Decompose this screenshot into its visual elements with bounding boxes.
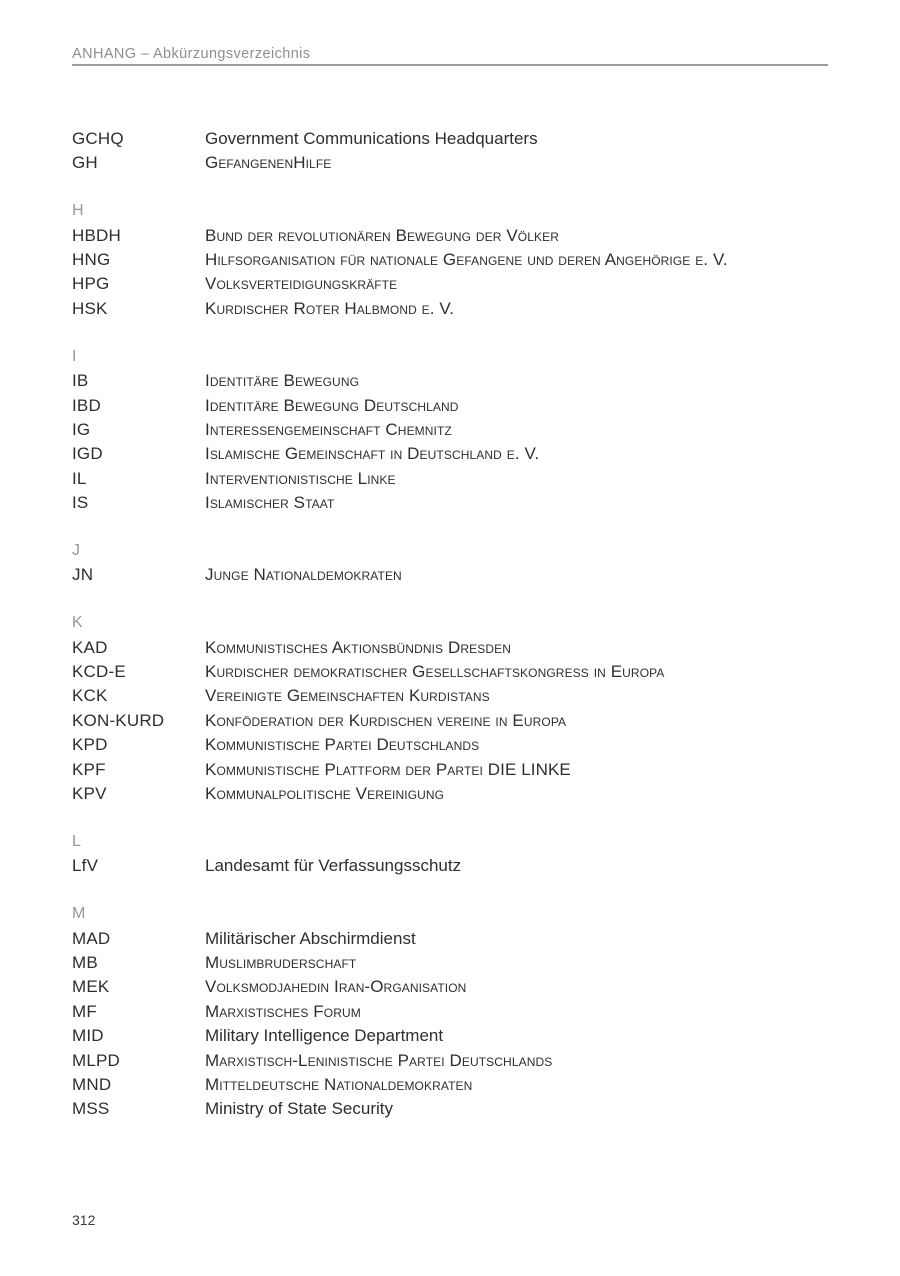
abbr-entry-row [72,1024,872,1048]
abbreviation-cell: JN [72,565,94,585]
abbr-entry-row [72,418,872,442]
abbr-entry-row [72,951,872,975]
definition-cell: Volksverteidigungskräfte [205,274,398,294]
abbreviation-cell: MND [72,1074,112,1094]
abbreviation-cell: IBD [72,395,101,415]
definition-cell: Landesamt für Verfassungsschutz [205,856,462,876]
abbr-entry-row [72,636,872,660]
abbr-entry-row [72,224,872,248]
section-letter: J [72,541,80,559]
header-rule [72,64,828,66]
definition-cell: Hilfsorganisation für nationale Gefangene und deren Angehörige e. V. [205,250,728,270]
abbr-entry-row [72,467,872,491]
abbreviation-cell: KAD [72,637,108,657]
definition-cell: Kommunistisches Aktionsbündnis Dresden [205,637,511,657]
abbreviation-cell: KCD-E [72,662,126,682]
definition-cell: Identitäre Bewegung Deutschland [205,395,459,415]
abbreviation-cell: KCK [72,686,108,706]
abbr-entry-row [72,442,872,466]
abbreviation-cell: HSK [72,298,108,318]
definition-cell: Kommunalpolitische Vereinigung [205,783,445,803]
abbreviation-cell: MSS [72,1099,110,1119]
section-letter: K [72,614,83,632]
abbr-entry-row [72,733,872,757]
abbreviation-cell: MF [72,1001,97,1021]
definition-cell: GefangenenHilfe [205,153,332,173]
definition-cell: Kurdischer Roter Halbmond e. V. [205,298,455,318]
definition-cell: Identitäre Bewegung [205,371,360,391]
definition-cell: Islamischer Staat [205,493,335,513]
abbr-entry-row [72,297,872,321]
abbr-entry-row [72,394,872,418]
definition-cell: Konföderation der Kurdischen vereine in Europa [205,710,567,730]
abbr-entry-row [72,709,872,733]
abbr-entry-row [72,369,872,393]
section-letter: I [72,347,77,365]
definition-cell: Military Intelligence Department [205,1026,444,1046]
definition-cell: Marxistisch-Leninistische Partei Deutschlands [205,1050,553,1070]
abbreviation-list [72,127,872,1122]
definition-cell: Marxistisches Forum [205,1001,361,1021]
page-number: 312 [72,1212,96,1228]
abbr-entry-row [72,927,872,951]
definition-cell: Kommunistische Plattform der Partei DIE LINKE [205,759,571,779]
abbr-entry-row [72,1049,872,1073]
abbreviation-cell: LfV [72,856,99,876]
definition-cell: Mitteldeutsche Nationaldemokraten [205,1074,473,1094]
abbreviation-cell: IG [72,419,91,439]
section-letter: H [72,202,84,220]
abbr-entry-row [72,782,872,806]
abbreviation-cell: KPV [72,783,107,803]
abbr-entry-row [72,975,872,999]
abbreviation-cell: IGD [72,444,103,464]
abbr-entry-row [72,1000,872,1024]
abbr-entry-row [72,272,872,296]
abbreviation-cell: MAD [72,928,111,948]
abbr-entry-row [72,660,872,684]
definition-cell: Interventionistische Linke [205,468,396,488]
abbreviation-cell: IL [72,468,87,488]
abbreviation-cell: KON-KURD [72,710,165,730]
definition-cell: Vereinigte Gemeinschaften Kurdistans [205,686,490,706]
abbreviation-cell: KPF [72,759,106,779]
abbr-entry-row [72,854,872,878]
abbr-entry-row [72,1073,872,1097]
abbreviation-cell: MEK [72,977,110,997]
abbreviation-cell: MB [72,952,98,972]
abbreviation-cell: KPD [72,735,108,755]
definition-cell: Kurdischer demokratischer Gesellschaftskongress in Europa [205,662,665,682]
definition-cell: Bund der revolutionären Bewegung der Völker [205,225,559,245]
definition-cell: Interessengemeinschaft Chemnitz [205,419,452,439]
abbreviation-cell: GCHQ [72,129,124,148]
definition-cell: Muslimbruderschaft [205,952,357,972]
definition-cell: Ministry of State Security [205,1099,394,1119]
definition-cell: Government Communications Headquarters [205,129,538,148]
abbr-entry-row [72,684,872,708]
definition-cell: Junge Nationaldemokraten [205,565,402,585]
running-header: ANHANG – Abkürzungsverzeichnis [72,46,311,62]
abbr-entry-row [72,491,872,515]
abbr-entry-row [72,758,872,782]
abbr-entry-row [72,127,872,151]
abbreviation-cell: IB [72,371,89,391]
abbreviation-cell: GH [72,153,98,173]
abbreviation-cell: IS [72,493,89,513]
definition-cell: Volksmodjahedin Iran-Organisation [205,977,467,997]
abbreviation-cell: MID [72,1026,104,1046]
abbreviation-cell: MLPD [72,1050,121,1070]
definition-cell: Kommunistische Partei Deutschlands [205,735,480,755]
definition-cell: Militärischer Abschirmdienst [205,928,416,948]
abbreviation-cell: HPG [72,274,110,294]
section-letter: M [72,905,86,923]
definition-cell: Islamische Gemeinschaft in Deutschland e. V. [205,444,540,464]
abbr-entry-row [72,151,872,175]
abbr-entry-row [72,563,872,587]
section-letter: L [72,832,81,850]
abbr-entry-row [72,1097,872,1121]
abbreviation-cell: HNG [72,250,111,270]
abbr-entry-row [72,248,872,272]
abbreviation-cell: HBDH [72,225,121,245]
